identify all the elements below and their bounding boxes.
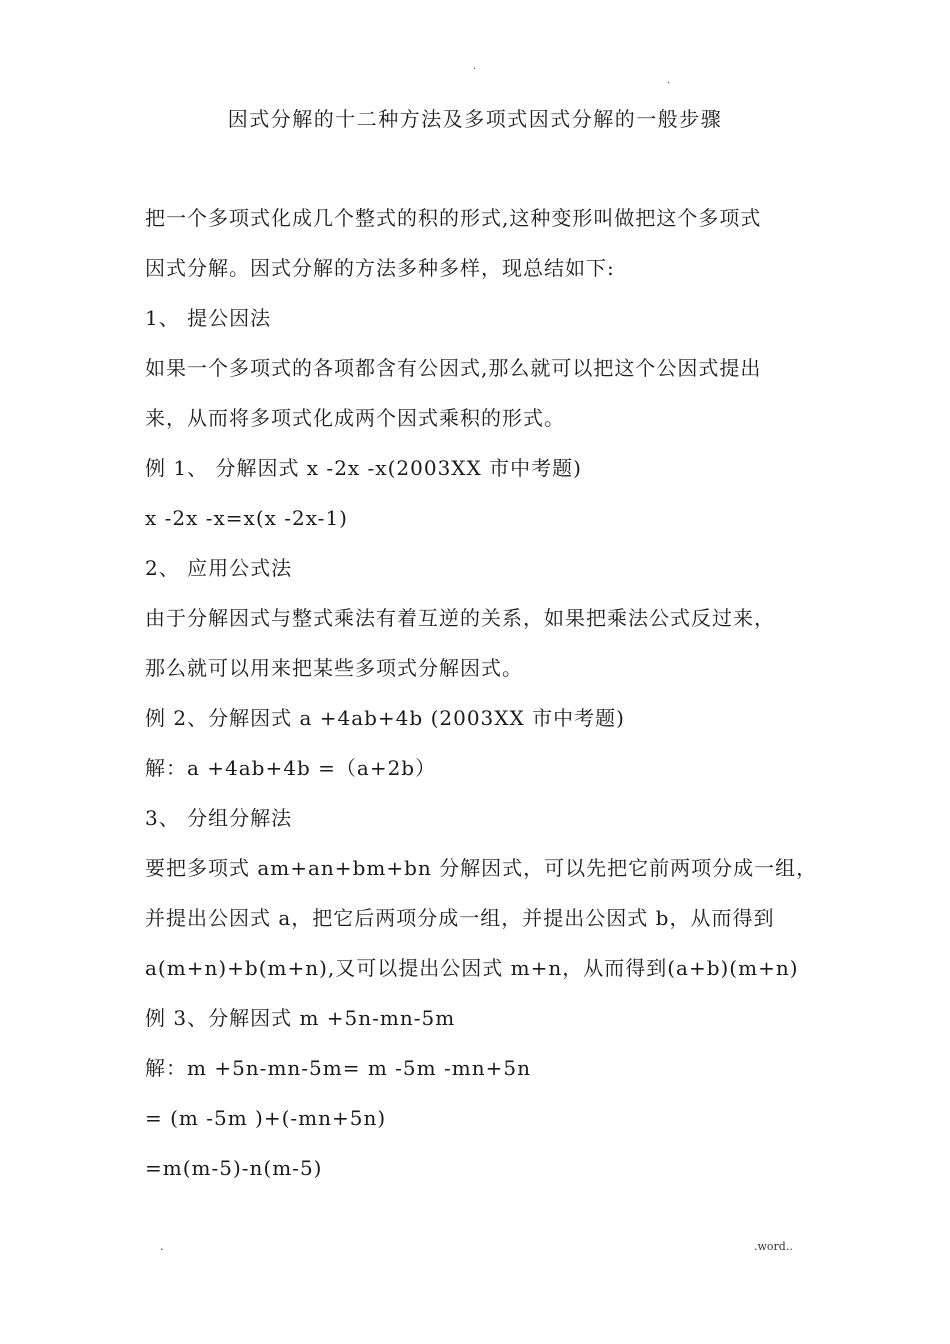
paragraph-line: 把一个多项式化成几个整式的积的形式,这种变形叫做把这个多项式 — [145, 206, 762, 230]
formula-line: 解：m +5n-mn-5m= m -5m -mn+5n — [145, 1056, 531, 1080]
example-line: 例 3、分解因式 m +5n-mn-5m — [145, 1006, 456, 1030]
paragraph-line: 要把多项式 am+an+bm+bn 分解因式，可以先把它前两项分成一组， — [145, 856, 818, 880]
paragraph-line: 并提出公因式 a，把它后两项分成一组，并提出公因式 b，从而得到 — [145, 906, 775, 930]
paragraph-line: a(m+n)+b(m+n),又可以提出公因式 m+n，从而得到(a+b)(m+n) — [145, 956, 799, 980]
document-body — [145, 203, 818, 1203]
paragraph-line: 来，从而将多项式化成两个因式乘积的形式。 — [145, 406, 565, 430]
example-line: 例 2、分解因式 a +4ab+4b (2003XX 市中考题) — [145, 706, 625, 730]
document-title: 因式分解的十二种方法及多项式因式分解的一般步骤 — [227, 107, 723, 131]
section-heading: 3、 分组分解法 — [145, 806, 293, 830]
footer-right-text: .word.. — [754, 1240, 793, 1253]
paragraph-line: 那么就可以用来把某些多项式分解因式。 — [145, 656, 523, 680]
formula-line: = (m -5m )+(-mn+5n) — [145, 1106, 387, 1130]
header-mark-right: . — [667, 75, 671, 86]
header-mark-left: . — [473, 61, 477, 72]
paragraph-line: 因式分解。因式分解的方法多种多样，现总结如下: — [145, 256, 615, 280]
footer-left-mark: . — [160, 1240, 164, 1253]
formula-line: x -2x -x=x(x -2x-1) — [145, 506, 348, 530]
section-heading: 1、 提公因法 — [145, 306, 272, 330]
paragraph-line: 如果一个多项式的各项都含有公因式,那么就可以把这个公因式提出 — [145, 356, 762, 380]
paragraph-line: 由于分解因式与整式乘法有着互逆的关系，如果把乘法公式反过来， — [145, 606, 775, 630]
example-line: 例 1、 分解因式 x -2x -x(2003XX 市中考题) — [145, 456, 582, 480]
formula-line: =m(m-5)-n(m-5) — [145, 1156, 323, 1180]
section-heading: 2、 应用公式法 — [145, 556, 293, 580]
formula-line: 解：a +4ab+4b =（a+2b） — [145, 756, 437, 780]
